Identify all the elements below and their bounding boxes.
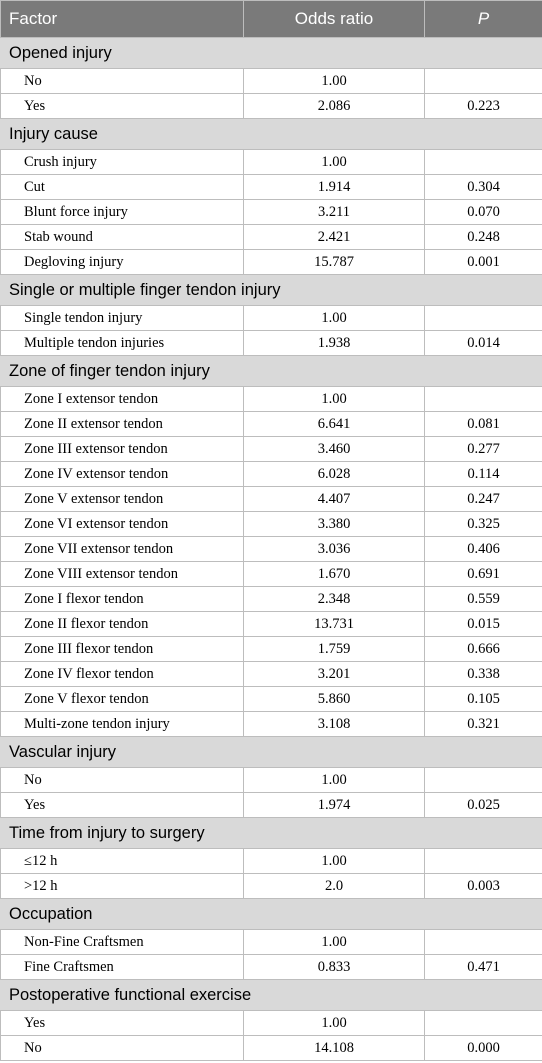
section-title: Postoperative functional exercise	[1, 980, 542, 1011]
row-odds-ratio-cell: 3.036	[244, 537, 425, 562]
row-odds-ratio-cell: 3.380	[244, 512, 425, 537]
row-p-value-cell	[425, 69, 542, 94]
section-title: Single or multiple finger tendon injury	[1, 275, 542, 306]
table-row	[1, 175, 542, 200]
table-row	[1, 250, 542, 275]
table-row	[1, 849, 542, 874]
row-factor-cell: Multiple tendon injuries	[1, 331, 244, 356]
section-title: Vascular injury	[1, 737, 542, 768]
table-row	[1, 712, 542, 737]
row-factor-cell: Zone VII extensor tendon	[1, 537, 244, 562]
row-p-value-cell: 0.304	[425, 175, 542, 200]
row-p-value-cell: 0.325	[425, 512, 542, 537]
row-factor-cell: Zone II extensor tendon	[1, 412, 244, 437]
row-odds-ratio-cell: 1.00	[244, 849, 425, 874]
table-row	[1, 562, 542, 587]
row-p-value-cell: 0.691	[425, 562, 542, 587]
row-p-value-cell: 0.666	[425, 637, 542, 662]
row-odds-ratio-cell: 1.938	[244, 331, 425, 356]
row-factor-cell: No	[1, 69, 244, 94]
row-factor-cell: Fine Craftsmen	[1, 955, 244, 980]
row-factor-cell: Degloving injury	[1, 250, 244, 275]
section-title: Opened injury	[1, 38, 542, 69]
row-odds-ratio-cell: 1.00	[244, 306, 425, 331]
row-odds-ratio-cell: 0.833	[244, 955, 425, 980]
row-odds-ratio-cell: 2.421	[244, 225, 425, 250]
row-odds-ratio-cell: 2.348	[244, 587, 425, 612]
table-row	[1, 1036, 542, 1061]
row-odds-ratio-cell: 1.759	[244, 637, 425, 662]
table-row	[1, 69, 542, 94]
section-title: Time from injury to surgery	[1, 818, 542, 849]
row-odds-ratio-cell: 1.914	[244, 175, 425, 200]
table-row	[1, 662, 542, 687]
row-odds-ratio-cell: 6.641	[244, 412, 425, 437]
row-odds-ratio-cell: 2.0	[244, 874, 425, 899]
row-odds-ratio-cell: 4.407	[244, 487, 425, 512]
row-odds-ratio-cell: 13.731	[244, 612, 425, 637]
row-p-value-cell: 0.070	[425, 200, 542, 225]
row-p-value-cell	[425, 387, 542, 412]
row-factor-cell: Zone VIII extensor tendon	[1, 562, 244, 587]
row-factor-cell: >12 h	[1, 874, 244, 899]
table-row	[1, 437, 542, 462]
row-p-value-cell: 0.003	[425, 874, 542, 899]
table-row	[1, 462, 542, 487]
table-row	[1, 537, 542, 562]
row-odds-ratio-cell: 1.670	[244, 562, 425, 587]
table-row	[1, 150, 542, 175]
table-row	[1, 930, 542, 955]
row-odds-ratio-cell: 3.108	[244, 712, 425, 737]
table-row	[1, 874, 542, 899]
section-header-row	[1, 38, 542, 69]
table-row	[1, 387, 542, 412]
row-p-value-cell: 0.105	[425, 687, 542, 712]
row-factor-cell: Stab wound	[1, 225, 244, 250]
table-body	[1, 38, 542, 1061]
row-factor-cell: Yes	[1, 94, 244, 119]
row-p-value-cell: 0.081	[425, 412, 542, 437]
row-factor-cell: Cut	[1, 175, 244, 200]
table-row	[1, 225, 542, 250]
row-factor-cell: Zone VI extensor tendon	[1, 512, 244, 537]
row-factor-cell: Single tendon injury	[1, 306, 244, 331]
table-row	[1, 512, 542, 537]
row-odds-ratio-cell: 1.00	[244, 1011, 425, 1036]
row-p-value-cell: 0.014	[425, 331, 542, 356]
row-p-value-cell: 0.223	[425, 94, 542, 119]
row-factor-cell: Zone IV extensor tendon	[1, 462, 244, 487]
table-row	[1, 306, 542, 331]
row-p-value-cell	[425, 930, 542, 955]
row-factor-cell: Crush injury	[1, 150, 244, 175]
table-header-row	[1, 1, 542, 38]
row-factor-cell: Yes	[1, 1011, 244, 1036]
header-odds-ratio: Odds ratio	[244, 1, 425, 38]
row-p-value-cell: 0.321	[425, 712, 542, 737]
row-odds-ratio-cell: 1.00	[244, 930, 425, 955]
row-p-value-cell: 0.001	[425, 250, 542, 275]
table-row	[1, 687, 542, 712]
table-row	[1, 94, 542, 119]
row-odds-ratio-cell: 2.086	[244, 94, 425, 119]
table-row	[1, 955, 542, 980]
row-p-value-cell: 0.338	[425, 662, 542, 687]
section-title: Injury cause	[1, 119, 542, 150]
row-factor-cell: Zone IV flexor tendon	[1, 662, 244, 687]
row-p-value-cell: 0.559	[425, 587, 542, 612]
row-p-value-cell	[425, 150, 542, 175]
table-row	[1, 637, 542, 662]
row-factor-cell: Multi-zone tendon injury	[1, 712, 244, 737]
row-odds-ratio-cell: 1.00	[244, 150, 425, 175]
table-row	[1, 487, 542, 512]
table-row	[1, 612, 542, 637]
row-factor-cell: Blunt force injury	[1, 200, 244, 225]
row-odds-ratio-cell: 3.211	[244, 200, 425, 225]
section-header-row	[1, 119, 542, 150]
row-factor-cell: Yes	[1, 793, 244, 818]
table-row	[1, 200, 542, 225]
section-header-row	[1, 899, 542, 930]
row-p-value-cell: 0.000	[425, 1036, 542, 1061]
row-odds-ratio-cell: 15.787	[244, 250, 425, 275]
section-header-row	[1, 818, 542, 849]
row-factor-cell: Zone V extensor tendon	[1, 487, 244, 512]
table-row	[1, 412, 542, 437]
row-odds-ratio-cell: 5.860	[244, 687, 425, 712]
row-odds-ratio-cell: 14.108	[244, 1036, 425, 1061]
header-factor: Factor	[1, 1, 244, 38]
row-p-value-cell: 0.471	[425, 955, 542, 980]
section-title: Occupation	[1, 899, 542, 930]
row-factor-cell: No	[1, 768, 244, 793]
row-p-value-cell: 0.025	[425, 793, 542, 818]
table-row	[1, 587, 542, 612]
row-factor-cell: Zone I flexor tendon	[1, 587, 244, 612]
row-p-value-cell	[425, 849, 542, 874]
row-p-value-cell: 0.114	[425, 462, 542, 487]
section-header-row	[1, 275, 542, 306]
table-row	[1, 793, 542, 818]
row-odds-ratio-cell: 3.460	[244, 437, 425, 462]
row-odds-ratio-cell: 1.00	[244, 768, 425, 793]
row-factor-cell: Zone V flexor tendon	[1, 687, 244, 712]
row-p-value-cell: 0.248	[425, 225, 542, 250]
row-p-value-cell: 0.406	[425, 537, 542, 562]
table-row	[1, 1011, 542, 1036]
row-p-value-cell	[425, 1011, 542, 1036]
section-header-row	[1, 980, 542, 1011]
row-p-value-cell: 0.015	[425, 612, 542, 637]
row-odds-ratio-cell: 3.201	[244, 662, 425, 687]
row-odds-ratio-cell: 1.00	[244, 69, 425, 94]
row-odds-ratio-cell: 6.028	[244, 462, 425, 487]
row-factor-cell: Zone III extensor tendon	[1, 437, 244, 462]
table-row	[1, 331, 542, 356]
row-factor-cell: Non-Fine Craftsmen	[1, 930, 244, 955]
section-title: Zone of finger tendon injury	[1, 356, 542, 387]
row-factor-cell: Zone I extensor tendon	[1, 387, 244, 412]
header-p-value: P	[425, 1, 542, 38]
row-factor-cell: No	[1, 1036, 244, 1061]
row-p-value-cell	[425, 768, 542, 793]
row-factor-cell: Zone II flexor tendon	[1, 612, 244, 637]
row-p-value-cell: 0.277	[425, 437, 542, 462]
section-header-row	[1, 356, 542, 387]
row-odds-ratio-cell: 1.00	[244, 387, 425, 412]
table-row	[1, 768, 542, 793]
row-odds-ratio-cell: 1.974	[244, 793, 425, 818]
row-p-value-cell: 0.247	[425, 487, 542, 512]
row-factor-cell: Zone III flexor tendon	[1, 637, 244, 662]
section-header-row	[1, 737, 542, 768]
row-factor-cell: ≤12 h	[1, 849, 244, 874]
row-p-value-cell	[425, 306, 542, 331]
